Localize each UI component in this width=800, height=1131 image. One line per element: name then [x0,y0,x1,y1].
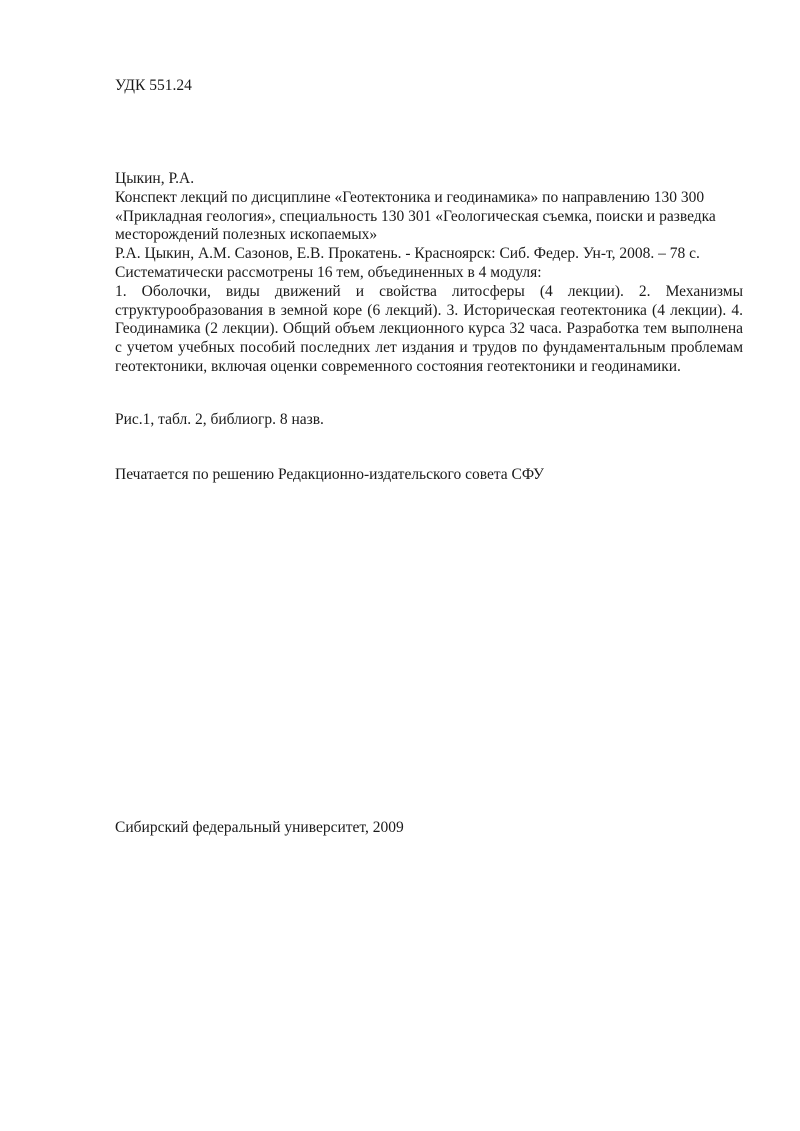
references-line: Рис.1, табл. 2, библиогр. 8 назв. [115,411,324,428]
description-text: Конспект лекций по дисциплине «Геотектоника и геодинамика» по направлению 130 300 «Прикладная геология», специальность 130 301 «Геологическая съемка, поиски и разведка месторождений полезных ископаемых» [115,188,716,244]
summary-body: 1. Оболочки, виды движений и свойства литосферы (4 лекции). 2. Механизмы структурообразования в земной коре (6 лекций). 3. Историческая геотектоника (4 лекции). 4. Геодинамика (2 лекции). Общий объем лекционного курса 32 часа. Разработка тем выполнена с учетом учебных пособий последних лет издания и трудов по фундаментальным проблемам геотектоники, включая оценки современного состояния геотектоники и геодинамики. [115,282,743,375]
author-line: Цыкин, Р.А. [115,170,195,187]
imprint-line: Р.А. Цыкин, А.М. Сазонов, Е.В. Прокатень. - Красноярск: Сиб. Федер. Ун-т, 2008. – 78 с. [115,245,700,263]
bibliographic-block [115,170,743,377]
summary-intro: Систематически рассмотрены 16 тем, объединенных в 4 модуля: [115,263,542,281]
publisher-footer: Сибирский федеральный университет, 2009 [115,819,404,836]
council-note: Печатается по решению Редакционно-издательского совета СФУ [115,466,544,483]
udk-code: УДК 551.24 [115,77,192,94]
